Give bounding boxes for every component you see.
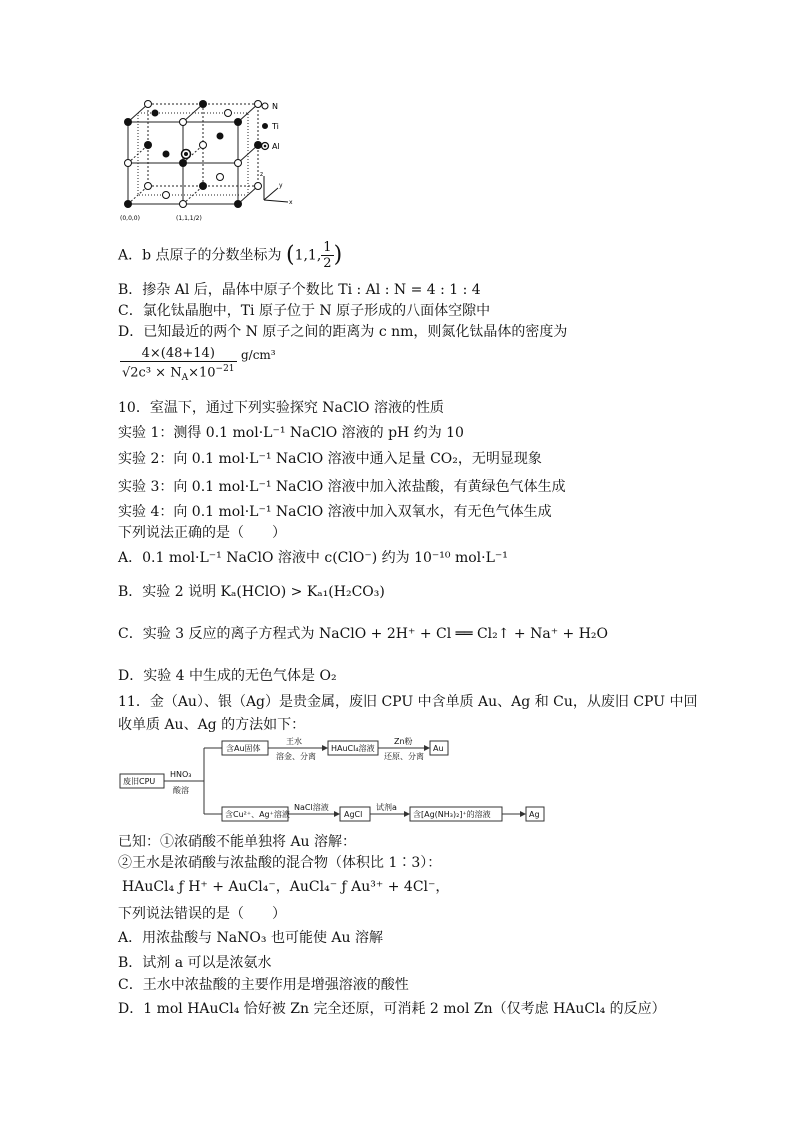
flow-reagent-zn: Zn粉 bbox=[394, 737, 413, 746]
q11-stem-line1: 11．金（Au）、银（Ag）是贵金属，废旧 CPU 中含单质 Au、Ag 和 Cu，从废旧 CPU 中回 bbox=[118, 694, 698, 710]
q11-known1: 已知：①浓硝酸不能单独将 Au 溶解： bbox=[118, 834, 357, 850]
q9-option-d: D．已知最近的两个 N 原子之间的距离为 c nm，则氮化钛晶体的密度为 bbox=[118, 324, 568, 340]
q10-option-d: D．实验 4 中生成的无色气体是 O₂ bbox=[118, 668, 337, 684]
axes-indicator bbox=[264, 176, 288, 202]
density-unit: g/cm³ bbox=[240, 348, 276, 362]
legend-ti-icon bbox=[262, 123, 268, 129]
flow-step-zn: 还原、分离 bbox=[384, 752, 424, 761]
q10-option-c: C．实验 3 反应的离子方程式为 NaClO + 2H⁺ + Cl ══ Cl₂↑ + Na⁺ + H₂O bbox=[118, 626, 609, 642]
flow-step-aqua: 溶金、分离 bbox=[276, 752, 316, 761]
flow-ag-nh3-label: 含[Ag(NH₃)₂]⁺的溶液 bbox=[413, 810, 491, 819]
q11-option-d: D．1 mol HAuCl₄ 恰好被 Zn 完全还原，可消耗 2 mol Zn（仅考虑 HAuCl₄ 的反应） bbox=[118, 1001, 666, 1017]
axis-z-label: z bbox=[260, 171, 264, 178]
q10-exp4: 实验 4：向 0.1 mol·L⁻¹ NaClO 溶液中加入双氧水，有无色气体生成 bbox=[118, 504, 552, 520]
flow-cu-ag-label: 含Cu²⁺、Ag⁺溶液 bbox=[225, 810, 290, 819]
flow-step1: 酸溶 bbox=[173, 786, 189, 795]
q11-known2: ②王水是浓硝酸与浓盐酸的混合物（体积比 1∶3）： bbox=[118, 855, 442, 871]
flow-reagent-aqua: 王水 bbox=[286, 737, 302, 746]
q9-option-a: A．b 点原子的分数坐标为 (1,1, $\frac{1}{2}$ ) bbox=[118, 240, 343, 271]
flow-reagent1: HNO₃ bbox=[170, 770, 192, 779]
q10-ask: 下列说法正确的是（ ） bbox=[118, 525, 286, 541]
q9-option-a-fraction: $\frac{1}{2}$ bbox=[323, 240, 332, 271]
q11-option-c: C．王水中浓盐酸的主要作用是增强溶液的酸性 bbox=[118, 977, 409, 993]
legend-n-label: N bbox=[272, 102, 278, 111]
q11-ask: 下列说法错误的是（ ） bbox=[118, 906, 286, 922]
q11-equilibrium-equation: HAuCl₄ ƒ H⁺ + AuCl₄⁻，AuCl₄⁻ ƒ Au³⁺ + 4Cl⁻， bbox=[122, 879, 450, 895]
flow-ag-label: Ag bbox=[529, 810, 540, 819]
q10-stem: 10．室温下，通过下列实验探究 NaClO 溶液的性质 bbox=[118, 400, 444, 416]
flow-au-label: Au bbox=[433, 744, 444, 753]
flow-reagent-a: 试剂a bbox=[376, 803, 397, 812]
axis-x-label: x bbox=[289, 199, 293, 206]
q10-exp2: 实验 2：向 0.1 mol·L⁻¹ NaClO 溶液中通入足量 CO₂，无明显现象 bbox=[118, 451, 542, 467]
axis-y-label: y bbox=[279, 182, 283, 189]
q10-exp3: 实验 3：向 0.1 mol·L⁻¹ NaClO 溶液中加入浓盐酸，有黄绿色气体生成 bbox=[118, 479, 566, 495]
density-denominator: $√2c^3 \times N_A\times 10^{-21}$ bbox=[122, 364, 235, 383]
flow-au-solid-label: 含Au固体 bbox=[226, 744, 261, 753]
flow-haucl4-label: HAuCl₄溶液 bbox=[331, 744, 375, 753]
q9-option-b: B．掺杂 Al 后，晶体中原子个数比 Ti : Al : N = 4 : 1 : 4 bbox=[118, 282, 481, 298]
density-numerator: 4×(48+14) bbox=[120, 346, 237, 362]
flow-start-label: 废旧CPU bbox=[123, 777, 156, 786]
flow-agcl-label: AgCl bbox=[344, 810, 363, 819]
q11-option-a: A．用浓盐酸与 NaNO₃ 也可能使 Au 溶解 bbox=[118, 930, 383, 946]
q10-option-b: B．实验 2 说明 Kₐ(HClO) > Kₐ₁(H₂CO₃) bbox=[118, 584, 385, 600]
legend-al-label: Al bbox=[272, 142, 280, 151]
q10-option-a: A．0.1 mol·L⁻¹ NaClO 溶液中 c(ClO⁻) 约为 10⁻¹⁰ mol·L⁻¹ bbox=[118, 550, 508, 566]
q9-option-a-coord: 1,1, bbox=[294, 247, 322, 264]
q9-option-a-text: A．b 点原子的分数坐标为 bbox=[118, 247, 282, 264]
legend-n-icon bbox=[262, 103, 268, 109]
q11-stem-line2: 收单质 Au、Ag 的方法如下： bbox=[118, 717, 306, 733]
flow-reagent-nacl: NaCl溶液 bbox=[294, 803, 329, 812]
point-a-label: (0,0,0) bbox=[120, 215, 140, 222]
q11-option-b: B．试剂 a 可以是浓氨水 bbox=[118, 955, 272, 971]
process-flowchart bbox=[118, 734, 658, 830]
crystal-structure-figure bbox=[118, 92, 308, 224]
q10-exp1: 实验 1：测得 0.1 mol·L⁻¹ NaClO 溶液的 pH 约为 10 bbox=[118, 425, 464, 441]
point-b-label: (1,1,1/2) bbox=[176, 215, 202, 222]
q9-option-c: C．氯化钛晶胞中，Ti 原子位于 N 原子形成的八面体空隙中 bbox=[118, 303, 491, 319]
q9-density-formula bbox=[120, 346, 276, 386]
legend-ti-label: Ti bbox=[272, 122, 279, 131]
